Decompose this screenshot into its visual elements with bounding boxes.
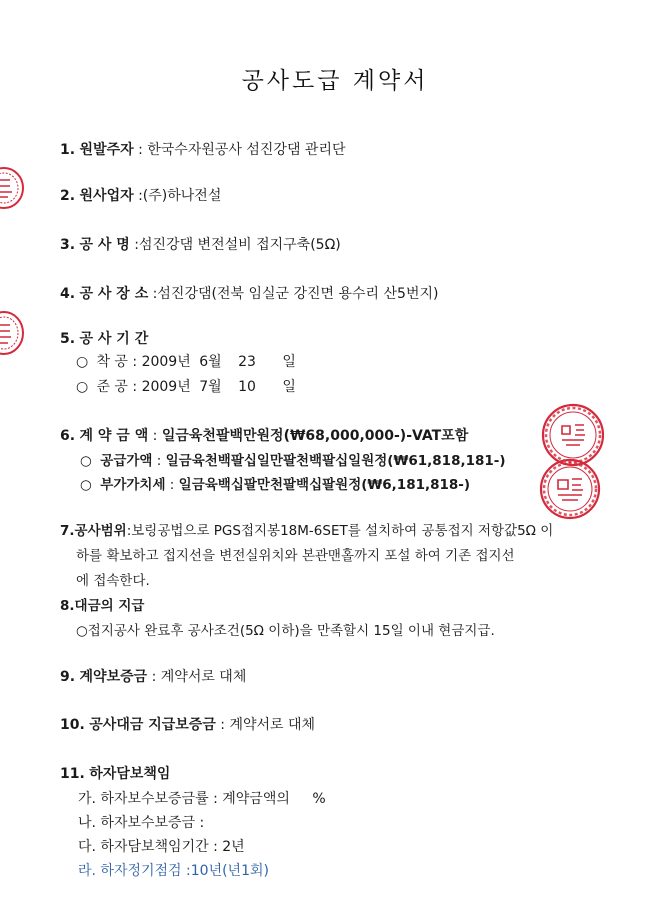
item-number: 8. (60, 598, 75, 614)
circle-bullet: ○ (76, 379, 89, 395)
item-number: 3. (60, 237, 76, 253)
item-8-payment (60, 597, 660, 615)
item-label: 공 사 기 간 (79, 331, 149, 347)
period-start-unit: 일 (282, 354, 296, 370)
item-7-scope-line-3: 에 접속한다. (76, 573, 150, 589)
warranty-d (78, 862, 670, 880)
item-number: 1. (60, 142, 76, 158)
item-value: 섬진강댐 변전설비 접지구축(5Ω) (139, 237, 341, 253)
item-label: 계약보증금 (79, 669, 148, 685)
warranty-a (78, 790, 670, 808)
right-seal-stamp-2 (538, 458, 602, 520)
item-11-warranty (60, 765, 660, 783)
item-value: (주)하나전설 (142, 188, 222, 204)
item-4-location (60, 285, 660, 303)
item-number: 4. (60, 286, 76, 302)
warranty-c-value: 2년 (222, 839, 245, 855)
period-start-month: 6월 (199, 354, 222, 370)
warranty-b (78, 814, 670, 832)
warranty-a-label: 가. 하자보수보증금률 (78, 791, 209, 807)
item-number: 2. (60, 188, 76, 204)
item-value: 섬진강댐(전북 임실군 강진면 용수리 산5번지) (157, 286, 439, 302)
item-8-payment-text: ○접지공사 완료후 공사조건(5Ω 이하)을 만족할시 15일 이내 현금지급. (76, 623, 495, 639)
circle-bullet: ○ (80, 453, 92, 469)
item-number: 11. (60, 766, 85, 782)
item-label: 공사대금 지급보증금 (89, 717, 216, 733)
item-separator: : (129, 237, 140, 253)
period-end-year: 2009년 (141, 379, 191, 395)
item-separator: : (147, 669, 161, 685)
period-separator: : (127, 354, 142, 370)
item-7-scope-line-2: 하를 확보하고 접지선을 변전실위치와 본관맨홀까지 포설 하여 기존 접지선 (76, 548, 515, 564)
item-label: 대금의 지급 (74, 598, 145, 614)
item-number: 7. (60, 523, 75, 539)
item-label: 하자담보책임 (89, 766, 171, 782)
warranty-separator: : (208, 791, 223, 807)
warranty-a-unit: % (312, 791, 326, 807)
item-value: 계약서로 대체 (160, 669, 247, 685)
period-start-label: 착 공 (96, 354, 128, 370)
item-label: 계 약 금 액 (79, 428, 149, 444)
item-value: 계약서로 대체 (229, 717, 316, 733)
item-5-period (60, 330, 660, 348)
period-end-day: 10 (238, 379, 256, 395)
item-value: 한국수자원공사 섬진강댐 관리단 (147, 142, 346, 158)
period-start (76, 353, 670, 371)
item-label: 원발주자 (79, 142, 134, 158)
warranty-separator: : (208, 839, 223, 855)
item-1-client (60, 141, 660, 159)
warranty-d-label: 라. 하자정기점검 (78, 863, 182, 879)
item-9-contract-deposit (60, 668, 660, 686)
item-label: 공 사 장 소 (79, 286, 149, 302)
warranty-c-label: 다. 하자담보책임기간 (78, 839, 209, 855)
circle-bullet: ○ (80, 477, 92, 493)
warranty-a-value: 계약금액의 (222, 791, 290, 807)
item-separator: : (133, 142, 148, 158)
period-start-year: 2009년 (141, 354, 191, 370)
left-seal-stamp-2 (0, 310, 26, 356)
item-10-payment-guarantee (60, 716, 660, 734)
item-number: 6. (60, 428, 76, 444)
supply-label: 공급가액 (100, 453, 153, 469)
item-separator: : (133, 188, 143, 204)
item-number: 5. (60, 331, 76, 347)
warranty-c (78, 838, 670, 856)
period-separator: : (127, 379, 142, 395)
period-end (76, 378, 670, 396)
document-title: 공사도급 계약서 (241, 68, 429, 94)
item-7-scope-line-1 (60, 522, 660, 540)
item-3-project-name (60, 236, 660, 254)
item-label: 공 사 명 (79, 237, 130, 253)
item-number: 10. (60, 717, 85, 733)
item-number: 9. (60, 669, 76, 685)
supply-value: 일금육천백팔십일만팔천백팔십일원정(₩61,818,181-) (165, 453, 506, 469)
circle-bullet: ○ (76, 354, 89, 370)
warranty-separator: : (181, 863, 191, 879)
item-value: 일금육천팔백만원정(₩68,000,000-)-VAT포함 (161, 428, 469, 444)
item-2-contractor (60, 187, 660, 205)
period-end-label: 준 공 (96, 379, 128, 395)
item-separator: : (148, 286, 158, 302)
item-label: 공사범위 (74, 523, 127, 539)
period-start-day: 23 (238, 354, 256, 370)
vat-separator: : (165, 477, 179, 493)
period-end-month: 7월 (199, 379, 222, 395)
left-seal-stamp-1 (0, 166, 26, 210)
item-separator: : (215, 717, 230, 733)
scope-text-1: :보링공법으로 PGS접지봉18M-6SET를 설치하여 공통접지 저항값5Ω 이 (126, 523, 554, 539)
item-label: 원사업자 (79, 188, 134, 204)
vat-value: 일금육백십팔만천팔백십팔원정(₩6,181,818-) (178, 477, 471, 493)
vat-label: 부가가치세 (100, 477, 166, 493)
warranty-separator: : (195, 815, 205, 831)
warranty-b-label: 나. 하자보수보증금 (78, 815, 196, 831)
period-end-unit: 일 (282, 379, 296, 395)
warranty-d-value: 10년(년1회) (190, 863, 269, 879)
item-separator: : (148, 428, 162, 444)
supply-separator: : (152, 453, 166, 469)
